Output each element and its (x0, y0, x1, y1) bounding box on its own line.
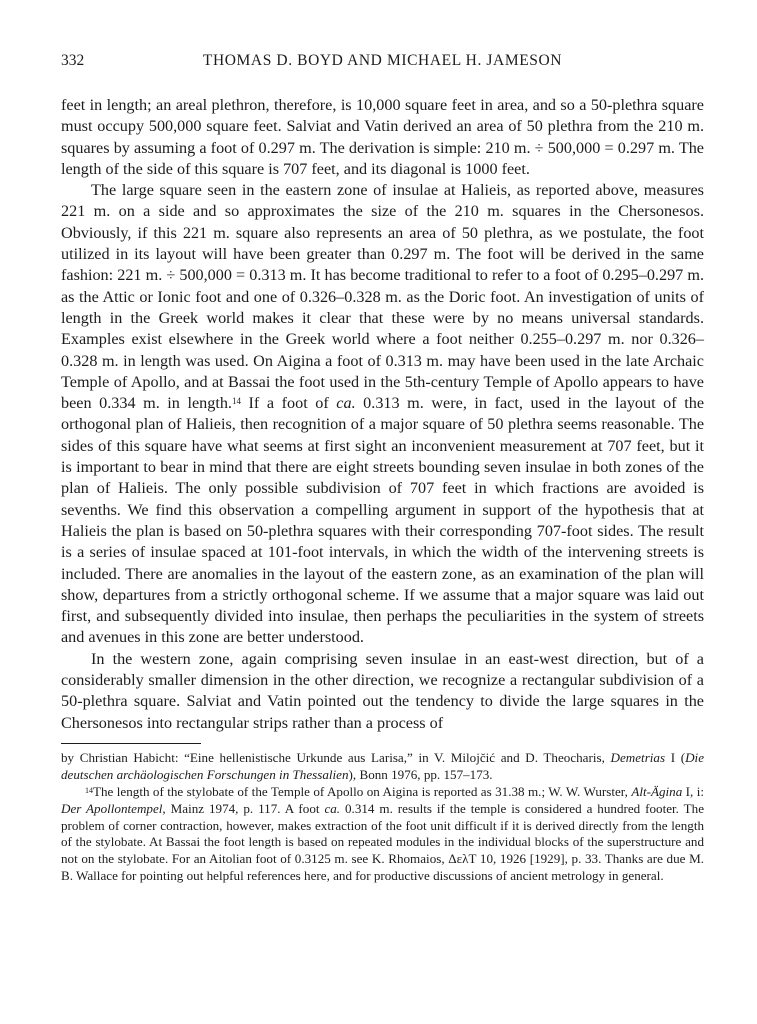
main-text (61, 95, 704, 734)
paragraph-2 (61, 180, 704, 649)
running-header (61, 52, 704, 76)
paragraph-3: In the western zone, again comprising seven insulae in an east-west direction, but of a considerably smaller dimension in the other direction, we recognize a rectangular subdivision of a 50-plethra square. Salviat and Vatin pointed out the tendency to divide the large squares in the Chersonesos into rectangular strips rather than a process of (61, 649, 704, 732)
footnote-ref-14: 14 (231, 396, 241, 407)
paragraph-2-part-c: 0.313 m. were, in fact, used in the layout of the orthogonal plan of Halieis, then recognition of a major square of 50 plethra seems reasonable. The sides of this square have what seems at first sight an inconvenient measurement at 707 feet, but it is important to bear in mind that there are eight streets bounding seven insulae in both zones of the plan of Halieis. The only possible subdivision of 707 feet in which fractions are avoided is sevenths. We find this observation a compelling argument in support of the hypothesis that at Halieis the plan is based on 50-plethra squares with their corresponding 707-foot sides. The result is a series of insulae spaced at 101-foot intervals, in which the width of the intervening streets is included. There are anomalies in the layout of the eastern zone, as an examination of the plan will show, departures from a strictly orthogonal scheme. If we assume that a major square was laid out first, and subsequently divided into insulae, then perhaps the peculiarities in the system of streets and avenues in this zone are better understood. (61, 394, 704, 647)
series-title: Die deutschen archäologischen Forschungen in Thessalien (61, 749, 704, 782)
circa-abbrev-note: ca. (324, 800, 341, 816)
footnote-14: $^{14}$The length of the stylobate of the Temple of Apollo on Aigina is reported as 31.38 m.; W. W. Wurster, Alt-Ägina I, i: Der Apollontempel, Mainz 1974, p. 117. A foot ca. 0.314 m. results if the temple is considered a hundred footer. The problem of corner contraction, however, makes extraction of the foot unit difficult if it is derived directly from the length of the stylobate. At Bassai the foot length is based on repeated modules in the individual blocks of the superstructure and not on the stylobate. For an Aitolian foot of 0.3125 m. see K. Rhomaios, ΔελΤ 10, 1926 [1929], p. 33. Thanks are due M. B. Wallace for pointing out helpful references here, and for productive discussions of ancient metrology in general. (61, 783, 705, 884)
page-number: 332 (61, 52, 85, 69)
book-subtitle: Der Apollontempel (61, 800, 163, 816)
page (61, 52, 704, 885)
footnote-rule (61, 743, 201, 744)
footnote-continued: by Christian Habicht: “Eine hellenistische Urkunde aus Larisa,” in V. Milojčić and D. Theocharis, Demetrias I (Die deutschen archäologischen Forschungen in Thessalien), Bonn 1976, pp. 157–173. (61, 749, 704, 782)
running-title: THOMAS D. BOYD AND MICHAEL H. JAMESON (202, 52, 563, 69)
paragraph-2-part-a: The large square seen in the eastern zone of insulae at Halieis, as reported above, measures 221 m. on a side and so approximates the size of the 210 m. squares in the Chersonesos. Obviously, if this 221 m. square also represents an area of 50 plethra, as we postulate, the foot utilized in its layout will have been greater than 0.297 m. The foot will be derived in the same fashion: 221 m. ÷ 500,000 = 0.313 m. It has become traditional to refer to a foot of 0.295–0.297 m. as the Attic or Ionic foot and one of 0.326–0.328 m. as the Doric foot. An investigation of units of length in the Greek world makes it clear that these were by no means universal standards. Examples exist elsewhere in the Greek world where a foot neither 0.255–0.297 m. nor 0.326–0.328 m. in length was used. On Aigina a foot of 0.313 m. may have been used in the late Archaic Temple of Apollo, and at Bassai the foot used in the 5th-century Temple of Apollo appears to have been 0.334 m. in length. (61, 181, 704, 413)
footnote-number-14: 14 (85, 785, 93, 795)
paragraph-2-part-b: If a foot of (240, 394, 337, 413)
footnotes (61, 750, 704, 885)
book-title: Alt-Ägina (631, 783, 683, 799)
circa-abbrev: ca. (336, 394, 356, 413)
demetrias-title: Demetrias (610, 749, 666, 765)
paragraph-1: feet in length; an areal plethron, therefore, is 10,000 square feet in area, and so a 50-plethra square must occupy 500,000 square feet. Salviat and Vatin derived an area of 50 plethra from the 210 m. squares by assuming a foot of 0.297 m. The derivation is simple: 210 m. ÷ 500,000 = 0.297 m. The length of the side of this square is 707 feet, and its diagonal is 1000 feet. (61, 96, 704, 178)
